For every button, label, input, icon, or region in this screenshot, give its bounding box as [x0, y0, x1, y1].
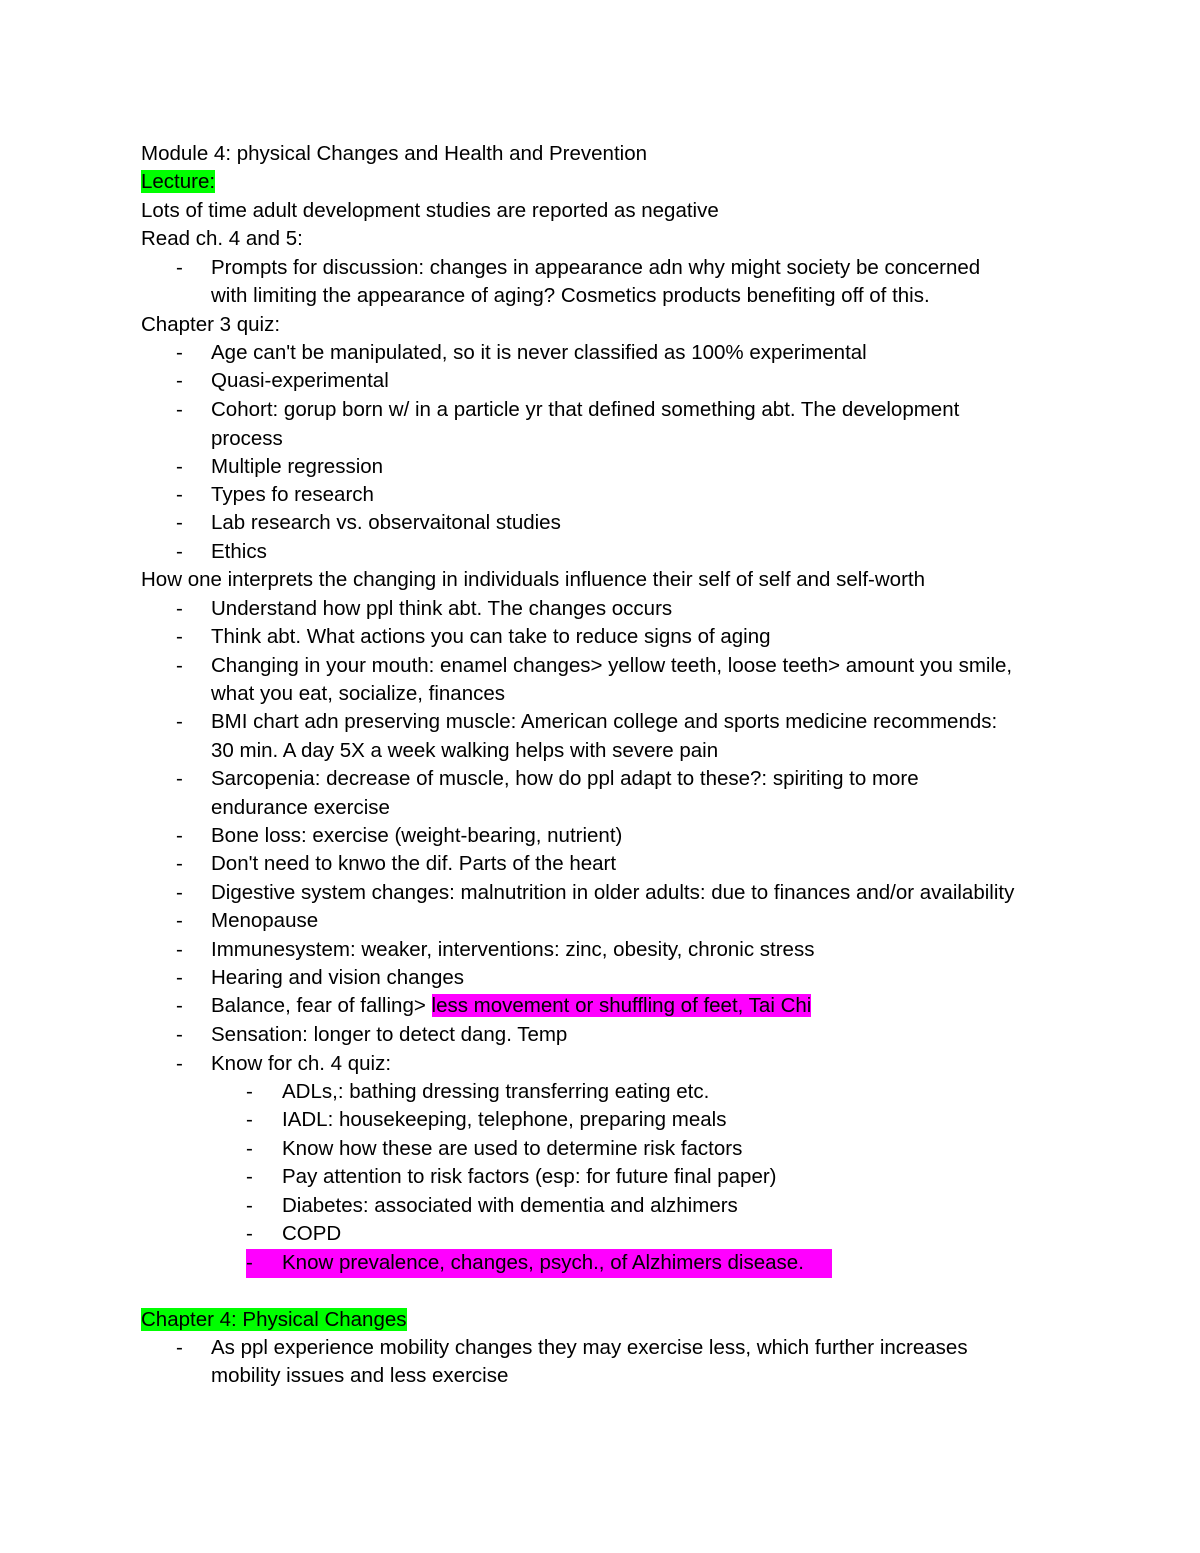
lecture-label — [141, 168, 215, 197]
bullet-dash: - — [176, 938, 183, 961]
list-item: BMI chart adn preserving muscle: American college and sports medicine recommends: — [211, 710, 998, 733]
bullet-dash: - — [176, 483, 183, 506]
chapter4-heading — [141, 1306, 407, 1335]
bullet-dash: - — [176, 824, 183, 847]
lecture-label-highlight: Lecture: — [141, 170, 216, 193]
bullet-dash: - — [246, 1108, 253, 1131]
balance-highlight: less movement or shuffling of feet, Tai Chi — [431, 994, 812, 1017]
bullet-dash: - — [246, 1222, 253, 1245]
list-item: Types fo research — [211, 483, 374, 506]
list-item: Menopause — [211, 909, 319, 932]
bullet-dash: - — [176, 767, 183, 790]
list-item: Sensation: longer to detect dang. Temp — [211, 1023, 568, 1046]
list-item: Ethics — [211, 540, 267, 563]
nested-list-item: Diabetes: associated with dementia and alzhimers — [282, 1194, 738, 1217]
list-item: Understand how ppl think abt. The changes occurs — [211, 597, 673, 620]
nested-list-item: Know how these are used to determine risk factors — [282, 1137, 743, 1160]
nested-list-item: Pay attention to risk factors (esp: for future final paper) — [282, 1165, 777, 1188]
bullet-dash: - — [176, 597, 183, 620]
list-item: Age can't be manipulated, so it is never classified as 100% experimental — [211, 341, 867, 364]
list-item: Sarcopenia: decrease of muscle, how do ppl adapt to these?: spiriting to more — [211, 767, 919, 790]
list-item-continuation: 30 min. A day 5X a week walking helps with severe pain — [211, 739, 719, 762]
chapter3-quiz-label: Chapter 3 quiz: — [141, 313, 281, 336]
bullet-dash: - — [176, 1023, 183, 1046]
list-item: Changing in your mouth: enamel changes> yellow teeth, loose teeth> amount you smile, — [211, 654, 1013, 677]
list-item: Quasi-experimental — [211, 369, 389, 392]
bullet-dash: - — [176, 455, 183, 478]
list-item-continuation: mobility issues and less exercise — [211, 1364, 509, 1387]
bullet-dash: - — [176, 1052, 183, 1075]
bullet-dash: - — [176, 710, 183, 733]
nested-list-item: COPD — [282, 1222, 342, 1245]
list-item-continuation: endurance exercise — [211, 796, 390, 819]
bullet-dash: - — [176, 909, 183, 932]
list-item: Think abt. What actions you can take to reduce signs of aging — [211, 625, 771, 648]
bullet-dash: - — [246, 1194, 253, 1217]
bullet-dash: - — [176, 881, 183, 904]
list-item: Bone loss: exercise (weight-bearing, nutrient) — [211, 824, 623, 847]
bullet-dash: - — [176, 852, 183, 875]
bullet-dash: - — [246, 1251, 253, 1274]
list-item: Digestive system changes: malnutrition in older adults: due to finances and/or availability — [211, 881, 1015, 904]
page-title: Module 4: physical Changes and Health and Prevention — [141, 142, 647, 165]
lecture-note: Lots of time adult development studies are reported as negative — [141, 199, 719, 222]
bullet-dash: - — [176, 654, 183, 677]
bullet-dash: - — [246, 1080, 253, 1103]
chapter4-heading-highlight: Chapter 4: Physical Changes — [141, 1308, 407, 1331]
bullet-dash: - — [176, 966, 183, 989]
list-item-continuation: with limiting the appearance of aging? Cosmetics products benefiting off of this. — [211, 284, 930, 307]
balance-text: Balance, fear of falling> — [211, 994, 432, 1017]
list-item: Hearing and vision changes — [211, 966, 464, 989]
alzhimers-highlight-row — [246, 1249, 832, 1278]
list-item: Multiple regression — [211, 455, 384, 478]
reading-note: Read ch. 4 and 5: — [141, 227, 303, 250]
list-item: Prompts for discussion: changes in appearance adn why might society be concerned — [211, 256, 981, 279]
bullet-dash: - — [176, 625, 183, 648]
bullet-dash: - — [176, 398, 183, 421]
list-item: Cohort: gorup born w/ in a particle yr that defined something abt. The development — [211, 398, 960, 421]
list-item: Immunesystem: weaker, interventions: zinc, obesity, chronic stress — [211, 938, 815, 961]
nested-list-item: ADLs,: bathing dressing transferring eating etc. — [282, 1080, 710, 1103]
bullet-dash: - — [246, 1165, 253, 1188]
bullet-dash: - — [176, 1336, 183, 1359]
list-item: Don't need to knwo the dif. Parts of the heart — [211, 852, 617, 875]
bullet-dash: - — [176, 994, 183, 1017]
list-item: As ppl experience mobility changes they may exercise less, which further increases — [211, 1336, 968, 1359]
bullet-dash: - — [176, 540, 183, 563]
list-item: Know for ch. 4 quiz: — [211, 1052, 392, 1075]
bullet-dash: - — [176, 341, 183, 364]
list-item-continuation: process — [211, 427, 283, 450]
list-item-continuation: what you eat, socialize, finances — [211, 682, 505, 705]
section-heading: How one interprets the changing in individuals influence their self of self and self-worth — [141, 568, 925, 591]
list-item — [211, 992, 811, 1021]
bullet-dash: - — [176, 511, 183, 534]
bullet-dash: - — [176, 369, 183, 392]
nested-list-item: Know prevalence, changes, psych., of Alzhimers disease. — [282, 1251, 804, 1274]
nested-list-item: IADL: housekeeping, telephone, preparing meals — [282, 1108, 727, 1131]
list-item: Lab research vs. observaitonal studies — [211, 511, 561, 534]
bullet-dash: - — [176, 256, 183, 279]
bullet-dash: - — [246, 1137, 253, 1160]
